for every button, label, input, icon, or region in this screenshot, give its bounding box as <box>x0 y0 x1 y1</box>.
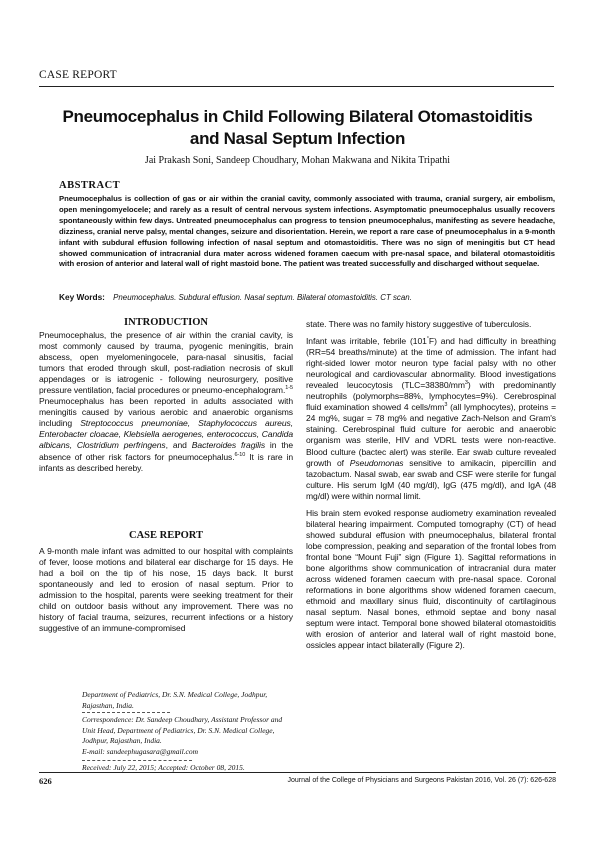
page-number: 626 <box>39 776 52 786</box>
title-line-2: and Nasal Septum Infection <box>189 129 406 148</box>
article-title <box>40 106 555 150</box>
journal-citation: Journal of the College of Physicians and Surgeons Pakistan 2016, Vol. 26 (7): 626-628 <box>287 777 556 784</box>
citation-ref: 1-5 <box>285 385 293 392</box>
introduction-body <box>39 330 293 474</box>
case-report-heading: CASE REPORT <box>128 530 204 541</box>
footnote-email: E-mail: sandeephugasara@gmail.com <box>82 746 199 756</box>
author-list: Jai Prakash Soni, Sandeep Choudhary, Mohan Makwana and Nikita Tripathi <box>144 155 451 166</box>
footnote-correspondence: Correspondence: Dr. Sandeep Choudhary, Assistant Professor and Unit Head, Department of Pediatrics, Dr. S.N. Medical College, Jodhpur, Rajasthan, India. <box>82 715 283 746</box>
organism-pseudomonas: Pseudomonas <box>349 457 404 468</box>
abstract-heading: ABSTRACT <box>59 180 121 191</box>
degree-sign: ° <box>426 336 429 343</box>
header-rule <box>39 86 554 87</box>
introduction-heading: INTRODUCTION <box>123 317 208 328</box>
exam-text-e: sensitive to amikacin, pipercillin and tazobactum. Nasal swab, ear swab and CSF were sterile for fungal culture. His serum IgM (40 mg/dl), IgG (475 mg/dl), and IgA (48 mg/dl) were within normal limit. <box>306 457 557 501</box>
paragraph-family-history: state. There was no family history suggestive of tuberculosis. <box>306 319 532 329</box>
footnote-divider <box>82 760 192 761</box>
case-report-body <box>39 546 293 634</box>
exam-text-d: (all lymphocytes), proteins = 24 mg%, sugar = 78 mg% and negative Zach-Nelson and Gram's staining. Cerebrospinal fluid culture for aerobic and anaerobic organism was sterile, HIV and VDRL tests were non-reactive. Blood culture (bactec alert) was sterile. Ear swab culture revealed growth of <box>306 402 556 468</box>
keywords <box>59 292 555 302</box>
keywords-list: Pneumocephalus. Subdural effusion. Nasal septum. Bilateral otomastoiditis. CT scan. <box>113 293 412 302</box>
intro-text-b: Pneumocephalus has been reported in adults associated with meningitis caused by various aerobic and anaerobic organisms including <box>39 396 293 429</box>
exam-text-c: ) with predominantly neutrophils (polymorphs=88%, lymphocytes=9%). Cerebrospinal fluid examination showed 4 cells/mm <box>306 380 556 413</box>
footnote-affiliation: Department of Pediatrics, Dr. S.N. Medical College, Jodhpur, Rajasthan, India. <box>82 690 268 710</box>
section-label: CASE REPORT <box>39 69 117 81</box>
intro-text-d: in the absence of other risk factors for pneumocephalus. <box>39 440 293 462</box>
keywords-label: Key Words: <box>59 292 105 302</box>
case-report-paragraph: A 9-month male infant was admitted to our hospital with complaints of fever, loose motions and bilateral ear discharge for 15 days. He had a boil on the tip of his nose, 15 days back. It burst spontaneously and led to erosion of nasal septum. Prior to admission to the hospital, parents were seeking treatment for their child on outdoor basis without any improvement. There was no history of facial trauma, seizures, recurrent infections or a history suggestive of an immune-compromised <box>39 546 293 634</box>
exam-text-b: F) and had difficulty in breathing (RR=54 breaths/minute) at the time of admission. The infant had right-sided lower motor neuron type facial palsy with no other neurological and cardiovascular abnormality. Blood investigations revealed leucocytosis (TLC=38380/mm <box>306 336 556 391</box>
organism-list: Streptococcus pneumoniae, Staphylococcus aureus, Enterobacter cloacae, Klebsiella aerogenes, enterococcus, Candida albicans, Clostridium perfringens <box>39 418 294 451</box>
exam-text-a: Infant was irritable, febrile (101 <box>306 336 427 347</box>
abstract-text: Pneumocephalus is collection of gas or air within the cranial cavity, commonly associated with trauma, cranial surgery, air embolism, open meningomyelocele; and rarely as a result of central nervous system infections. Asymptomatic pneumocephalus usually recovers spontaneously within few days. Untreated pneumocephalus can progress to tension pneumocephalus, manifesting as severe headache, dizziness, cranial nerve palsy, mental changes, seizure and disorientation. Herein, we report a rare case of pneumocephalus in a 9-month infant with subdural effusion following infection of nasal septum and otomastoiditis. There was no sign of meningitis but CT head showed communication of intracranial dura mater across widened foramen caecum with pre-nasal space, and bilateral otomastoiditis with erosion of anterior and lateral wall of right mastoid bone. The patient was treated successfully and discharged without sequelae. <box>59 194 555 269</box>
title-line-1: Pneumocephalus in Child Following Bilateral Otomastoiditis <box>62 107 533 126</box>
footer-rule <box>39 772 556 773</box>
footnote-divider <box>82 712 170 713</box>
case-report-continued <box>306 319 556 651</box>
superscript-3: 3 <box>444 402 448 409</box>
paragraph-imaging: His brain stem evoked response audiometry examination revealed bilateral hearing impairment. Computed tomography (CT) of head showed subdural effusion with pneumocephalus, bilateral frontal lobe compression, peaking and separation of the frontal lobes from frontal bone “Mount Fuji” sign (Figure 1). Sagittal reformations in bone algorithms show communication of intracranial dura mater across widened foramen caecum with pre-nasal space. Coronal reformations in bone algorithms show widened foramen caecum, ethmoid and maxillary sinus fluid, discontinuity of cartilaginous nasal septum. Nasal bones, ethmoid septae and bony nasal septum were intact. Temporal bone showed bilateral otomastoiditis with erosion of anterior and lateral wall of right mastoid bone, ossicles appear intact bilaterally (Figure 2). <box>306 507 556 651</box>
superscript-3: 3 <box>464 380 468 387</box>
footnote-dates: Received: July 22, 2015; Accepted: October 08, 2015. <box>82 762 245 772</box>
intro-text-e: It is rare in infants as described hereby. <box>39 451 294 473</box>
intro-text-c: , and <box>165 440 192 451</box>
citation-ref: 6-10 <box>234 451 246 458</box>
introduction-paragraph <box>39 330 293 474</box>
footnotes <box>82 690 293 773</box>
intro-text-a: Pneumocephalus, the presence of air within the cranial cavity, is most commonly caused by trauma, pyogenic meningitis, brain abscess, open myelomeningocele, para-nasal sinusitis, facial tumors that eroded through skull, post-radiation necrosis of skull appendages or is iatrogenic - following neurosurgery, positive pressure ventilation, facial procedures or pneumo-encephalogram. <box>39 330 293 396</box>
paragraph-examination <box>306 336 556 502</box>
organism-bacteroides: Bacteroides fragilis <box>191 440 266 451</box>
